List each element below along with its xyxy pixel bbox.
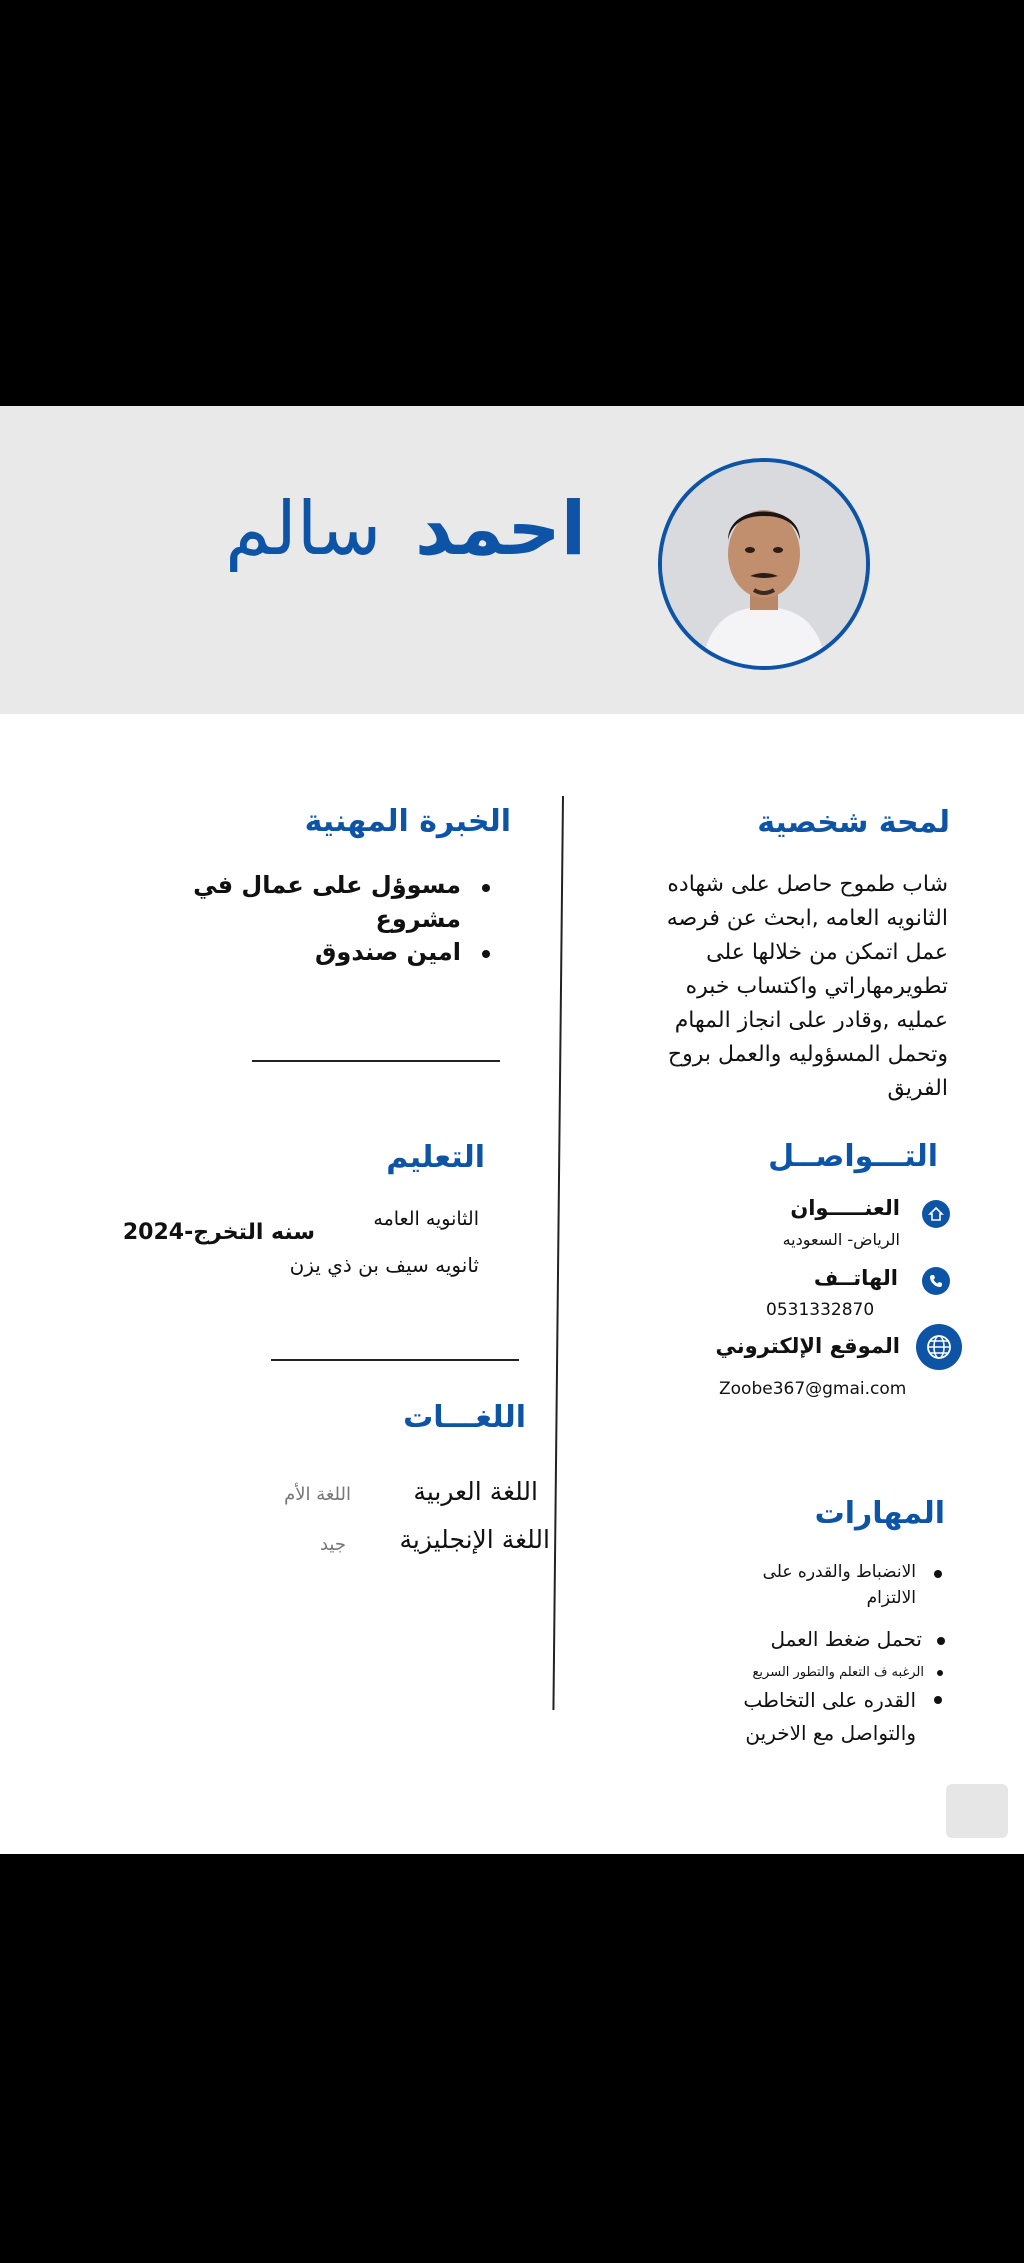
section-separator	[252, 1060, 500, 1062]
profile-line: الثانويه العامه ,ابحث عن فرصه	[666, 906, 948, 931]
phone-value: 0531332870	[766, 1300, 875, 1320]
skills-title: المهارات	[814, 1496, 945, 1531]
profile-photo	[658, 458, 870, 670]
education-title: التعليم	[386, 1140, 485, 1175]
skill-item: الالتزام	[866, 1588, 916, 1608]
skill-item: القدره على التخاطب	[743, 1688, 916, 1712]
bullet	[934, 1696, 942, 1704]
cv-page	[0, 406, 1024, 1854]
graduation-year: سنه التخرج-2024	[122, 1220, 315, 1245]
home-icon	[922, 1200, 950, 1228]
cv-header	[0, 406, 1024, 714]
address-label: العنـــــوان	[790, 1196, 900, 1220]
bullet	[937, 1637, 945, 1645]
language-level: جيد	[319, 1534, 346, 1555]
profile-line: وتحمل المسؤوليه والعمل بروح	[667, 1042, 948, 1067]
website-value: Zoobe367@gmai.com	[719, 1379, 907, 1399]
experience-item: مشروع	[375, 905, 461, 933]
education-school: ثانويه سيف بن ذي يزن	[289, 1253, 479, 1277]
phone-label: الهاتــف	[813, 1266, 898, 1290]
experience-title: الخبرة المهنية	[304, 804, 511, 839]
website-label: الموقع الإلكتروني	[715, 1334, 900, 1358]
language-level: اللغة الأم	[284, 1484, 351, 1505]
skill-item: الرغبه ف التعلم والتطور السريع	[752, 1665, 924, 1680]
skill-item: والتواصل مع الاخرين	[745, 1721, 916, 1745]
first-name: احمد	[415, 486, 587, 572]
profile-title: لمحة شخصية	[757, 805, 950, 840]
profile-line: شاب طموح حاصل على شهاده	[667, 872, 948, 897]
bullet	[482, 950, 490, 958]
bullet	[934, 1570, 942, 1578]
skill-item: الانضباط والقدره على	[762, 1562, 916, 1582]
experience-item: امين صندوق	[314, 938, 461, 966]
profile-line: الفريق	[887, 1076, 948, 1101]
profile-line: عمليه ,وقادر على انجاز المهام	[674, 1008, 948, 1033]
skill-item: تحمل ضغط العمل	[770, 1627, 922, 1651]
education-degree: الثانويه العامه	[373, 1208, 479, 1230]
globe-icon	[916, 1324, 962, 1370]
phone-icon	[922, 1267, 950, 1295]
languages-title: اللغـــات	[403, 1400, 526, 1435]
bullet	[937, 1670, 943, 1676]
contact-title: التـــواصــل	[768, 1139, 938, 1174]
floating-action-button[interactable]	[946, 1784, 1008, 1838]
profile-line: تطويرمهاراتي واكتساب خبره	[685, 974, 948, 999]
experience-item: مسوؤل على عمال في	[193, 871, 461, 899]
column-divider	[552, 796, 564, 1710]
address-value: الرياض- السعوديه	[782, 1230, 900, 1249]
last-name: سالم	[225, 486, 382, 572]
section-separator	[271, 1359, 519, 1361]
language-name: اللغة الإنجليزية	[399, 1525, 550, 1554]
person-photo-icon	[662, 462, 866, 666]
profile-line: عمل اتمكن من خلالها على	[706, 940, 948, 965]
bullet	[482, 884, 490, 892]
language-name: اللغة العربية	[413, 1477, 538, 1506]
